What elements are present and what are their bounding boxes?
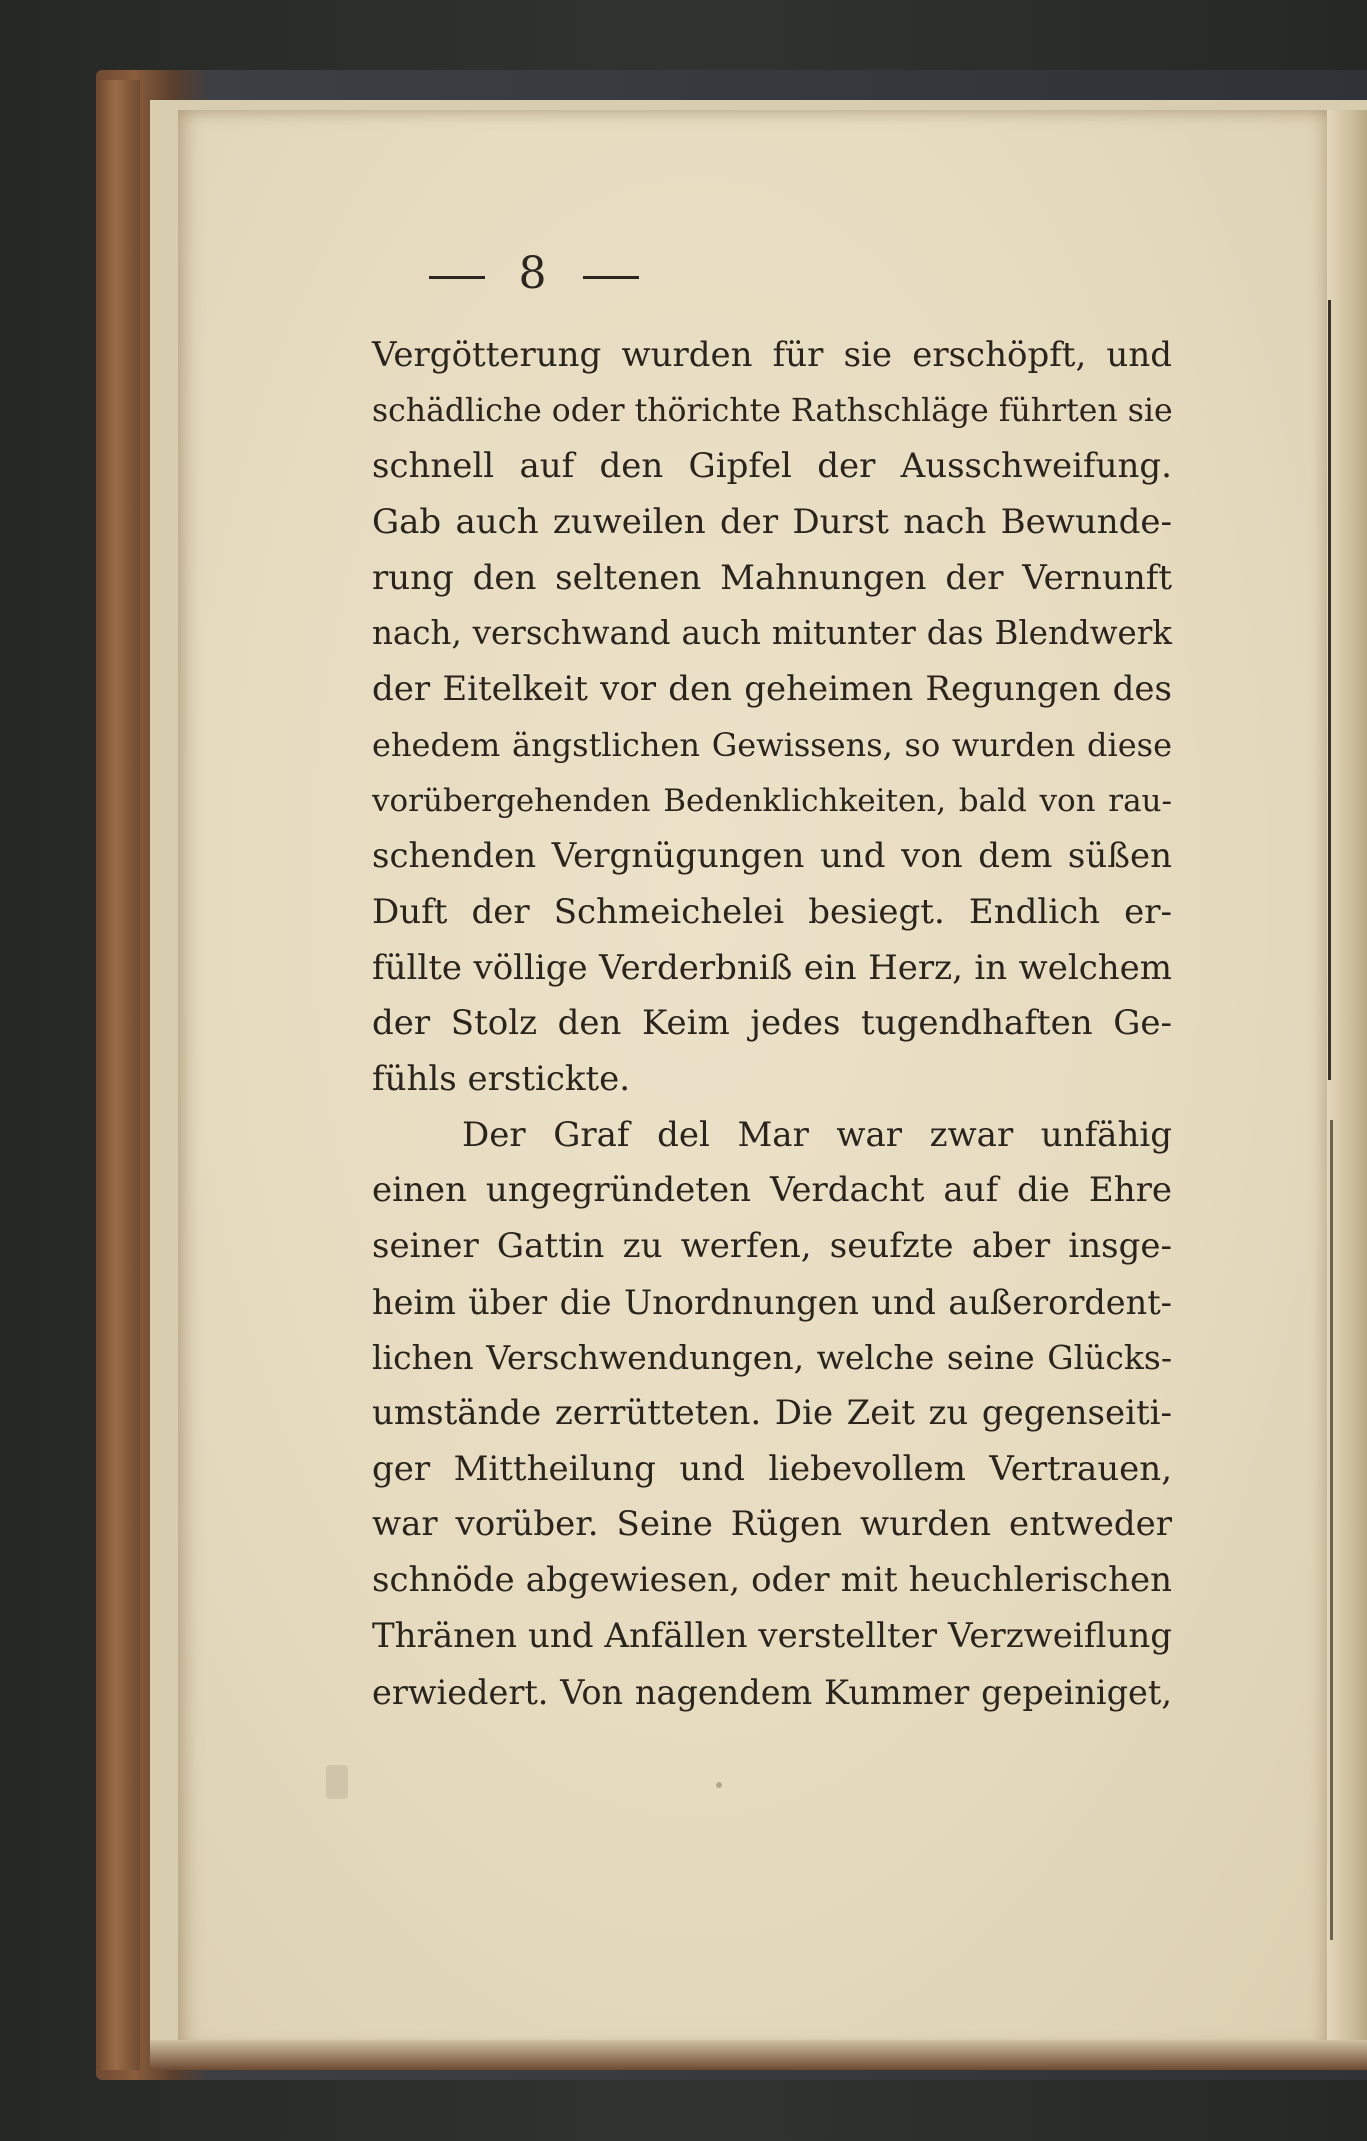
text-line: umstände zerrütteten. Die Zeit zu gegenseiti- <box>372 1393 1172 1434</box>
text-line: schädliche oder thörichte Rathschläge führten sie <box>372 392 1173 429</box>
text-line: schnell auf den Gipfel der Ausschweifung. <box>372 446 1172 487</box>
page-bottom-edge <box>150 2040 1367 2070</box>
text-line: seiner Gattin zu werfen, seufzte aber insge- <box>372 1226 1172 1266</box>
right-margin-rule <box>1328 300 1331 1080</box>
text-line: der Eitelkeit vor den geheimen Regungen des <box>372 669 1172 710</box>
paper-stain <box>716 1782 722 1788</box>
cover-leather-edge <box>100 80 140 2070</box>
book-gutter <box>1327 110 1367 2050</box>
text-line: schenden Vergnügungen und von dem süßen <box>372 836 1172 877</box>
text-line: Vergötterung wurden für sie erschöpft, und <box>372 335 1172 375</box>
paper-stain <box>326 1765 348 1799</box>
text-line: fühls erstickte. <box>372 1058 631 1099</box>
paragraph-1 <box>372 328 1172 1108</box>
text-line: der Stolz den Keim jedes tugendhaften Ge- <box>372 1003 1172 1044</box>
text-line: rung den seltenen Mahnungen der Vernunft <box>372 557 1172 598</box>
page-number-value: 8 <box>518 248 549 299</box>
text-line: heim über die Unordnungen und außerordent- <box>372 1282 1172 1322</box>
text-line: Gab auch zuweilen der Durst nach Bewunde- <box>372 502 1172 543</box>
text-line: vorübergehenden Bedenklichkeiten, bald von rau- <box>372 782 1172 819</box>
text-line: schnöde abgewiesen, oder mit heuchlerischen <box>372 1560 1172 1601</box>
text-line: Der Graf del Mar war zwar unfähig <box>462 1114 1172 1155</box>
text-line: nach, verschwand auch mitunter das Blendwerk <box>372 614 1172 653</box>
text-line: war vorüber. Seine Rügen wurden entweder <box>372 1504 1172 1545</box>
text-line: Thränen und Anfällen verstellter Verzweiflung <box>372 1615 1172 1656</box>
page-number <box>0 248 1367 299</box>
text-line: ehedem ängstlichen Gewissens, so wurden diese <box>372 725 1172 764</box>
text-line: füllte völlige Verderbniß ein Herz, in welchem <box>372 947 1172 988</box>
text-line: lichen Verschwendungen, welche seine Glücks- <box>372 1338 1172 1378</box>
right-margin-rule-lower <box>1330 1120 1333 1940</box>
text-line: ger Mittheilung und liebevollem Vertrauen, <box>372 1448 1172 1489</box>
text-line: einen ungegründeten Verdacht auf die Ehre <box>372 1170 1172 1211</box>
text-line: Duft der Schmeichelei besiegt. Endlich er- <box>372 891 1172 932</box>
paragraph-2 <box>372 1108 1172 1721</box>
body-text <box>372 328 1172 1720</box>
text-line: erwiedert. Von nagendem Kummer gepeiniget, <box>372 1672 1172 1712</box>
